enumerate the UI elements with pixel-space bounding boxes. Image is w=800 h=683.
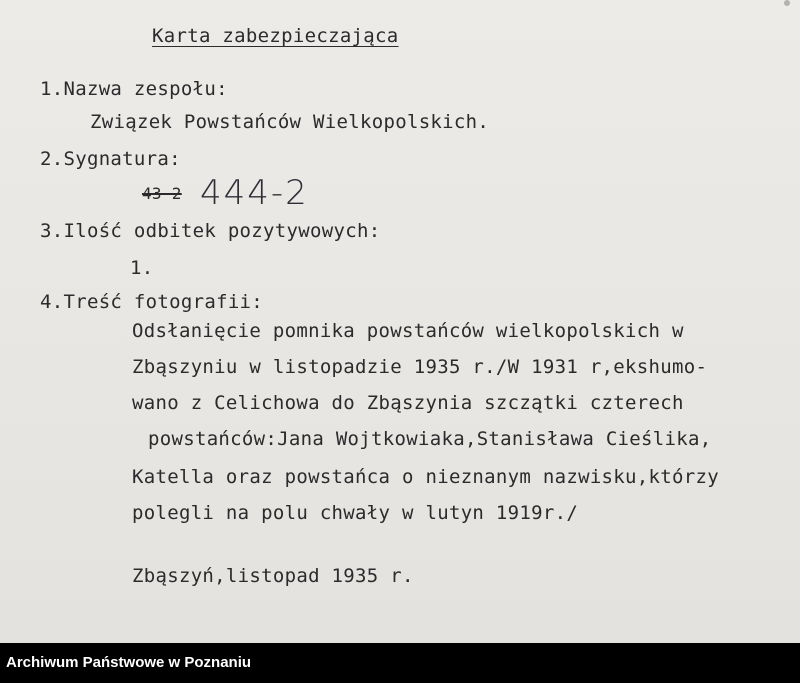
archive-name: Archiwum Państwowe w Poznaniu: [6, 654, 252, 671]
content-line: wano z Celichowa do Zbąszynia szczątki czterech: [132, 392, 684, 414]
place-date: Zbąszyń,listopad 1935 r.: [132, 565, 414, 587]
card-title: Karta zabezpieczająca: [152, 25, 399, 47]
archive-footer: [0, 643, 800, 683]
content-line: Katella oraz powstańca o nieznanym nazwisku,którzy: [132, 466, 719, 488]
field-content-label: 4.Treść fotografii:: [40, 291, 264, 313]
content-line: polegli na polu chwały w lutyn 1919r./: [132, 502, 579, 524]
field-signature-label: 2.Sygnatura:: [40, 148, 181, 170]
content-line: Zbąszyniu w listopadzie 1935 r./W 1931 r,ekshumo-: [132, 356, 708, 378]
content-line: powstańców:Jana Wojtkowiaka,Stanisława Cieślika,: [148, 428, 712, 450]
field-signature-handwritten: 444-2: [200, 173, 309, 213]
field-signature-old-value: 43-2: [142, 184, 182, 203]
field-copies-value: 1.: [130, 257, 154, 279]
field-name-label: 1.Nazwa zespołu:: [40, 78, 228, 100]
paper-mark: [784, 0, 790, 6]
field-name-value: Związek Powstańców Wielkopolskich.: [90, 111, 490, 133]
content-line: Odsłanięcie pomnika powstańców wielkopolskich w: [132, 320, 684, 342]
field-copies-label: 3.Ilość odbitek pozytywowych:: [40, 220, 381, 242]
